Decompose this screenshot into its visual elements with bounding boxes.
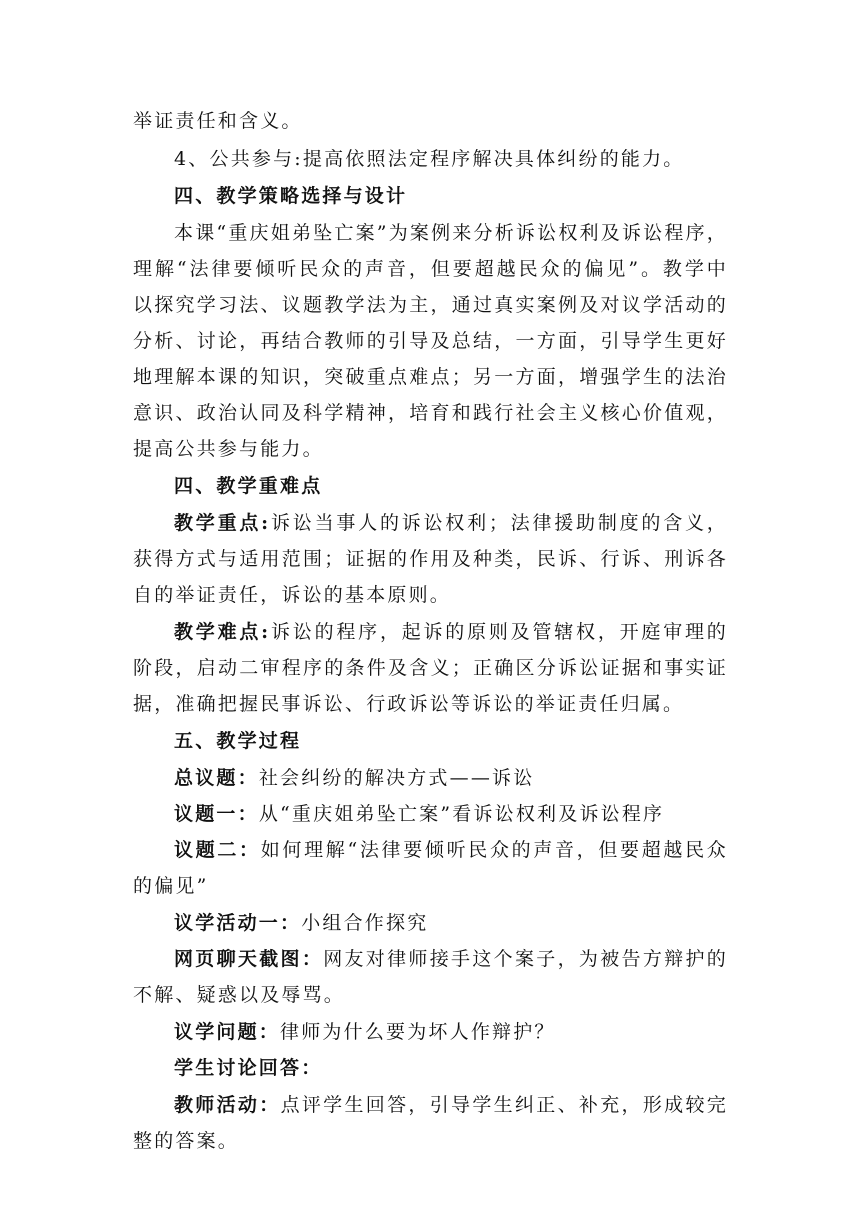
text-line: 的偏见” xyxy=(133,875,209,897)
text-line: 本课“重庆姐弟坠亡案”为案例来分析诉讼权利及诉讼程序， xyxy=(174,222,728,244)
text-line: 以探究学习法、议题教学法为主，通过真实案例及对议学活动的 xyxy=(133,294,728,316)
section-heading: 四、教学策略选择与设计 xyxy=(174,185,408,207)
text-line: 阶段，启动二审程序的条件及含义；正确区分诉讼证据和事实证 xyxy=(133,657,728,679)
text-span: 诉讼当事人的诉讼权利；法律援助制度的含义， xyxy=(270,512,729,534)
question-label: 议学问题： xyxy=(174,1021,281,1043)
text-line: 举证责任和含义。 xyxy=(133,110,303,132)
text-line xyxy=(174,834,728,866)
difficult-points-label: 教学难点: xyxy=(174,621,271,643)
teacher-activity-label: 教师活动： xyxy=(174,1094,281,1116)
text-span: 小组合作探究 xyxy=(301,912,429,934)
text-line xyxy=(174,616,728,648)
text-line: 理解“法律要倾听民众的声音，但要超越民众的偏见”。教学中 xyxy=(133,258,728,280)
text-line xyxy=(174,1016,556,1048)
text-line xyxy=(174,907,428,939)
text-line: 不解、疑惑以及辱骂。 xyxy=(133,984,346,1006)
text-line: 提高公共参与能力。 xyxy=(133,438,324,460)
text-span: 律师为什么要为坏人作辩护？ xyxy=(280,1021,556,1043)
text-span: 点评学生回答，引导学生纠正、补充，形成较完 xyxy=(280,1094,728,1116)
section-heading: 五、教学过程 xyxy=(174,730,302,752)
topic-two-label: 议题二： xyxy=(174,839,261,861)
text-line: 地理解本课的知识，突破重点难点；另一方面，增强学生的法治 xyxy=(133,366,728,388)
text-line xyxy=(174,943,728,975)
text-line xyxy=(174,1089,728,1121)
text-line xyxy=(174,507,728,539)
topic-one-label: 议题一： xyxy=(174,803,259,825)
text-line: 据，准确把握民事诉讼、行政诉讼等诉讼的举证责任归属。 xyxy=(133,693,685,715)
text-line: 整的答案。 xyxy=(133,1130,240,1152)
text-span: 网友对律师接手这个案子，为被告方辩护的 xyxy=(323,948,728,970)
text-line xyxy=(174,798,664,830)
activity-one-label: 议学活动一： xyxy=(174,912,302,934)
text-line xyxy=(174,762,534,794)
text-line: 自的举证责任，诉讼的基本原则。 xyxy=(133,584,452,606)
text-line: 意识、政治认同及科学精神，培育和践行社会主义核心价值观， xyxy=(133,402,728,424)
text-span: 如何理解“法律要倾听民众的声音，但要超越民众 xyxy=(260,839,728,861)
section-heading: 四、教学重难点 xyxy=(174,475,323,497)
text-line: 分析、讨论，再结合教师的引导及总结，一方面，引导学生更好 xyxy=(133,330,728,352)
student-answer-label: 学生讨论回答： xyxy=(174,1057,323,1079)
general-topic-label: 总议题： xyxy=(174,767,259,789)
text-span: 诉讼的程序，起诉的原则及管辖权，开庭审理的 xyxy=(270,621,729,643)
key-points-label: 教学重点: xyxy=(174,512,271,534)
text-line: 4、公共参与:提高依照法定程序解决具体纠纷的能力。 xyxy=(174,148,685,170)
screenshot-label: 网页聊天截图： xyxy=(174,948,324,970)
text-line: 获得方式与适用范围；证据的作用及种类，民诉、行诉、刑诉各 xyxy=(133,548,728,570)
text-span: 社会纠纷的解决方式——诉讼 xyxy=(258,767,535,789)
text-span: 从“重庆姐弟坠亡案”看诉讼权利及诉讼程序 xyxy=(258,803,665,825)
